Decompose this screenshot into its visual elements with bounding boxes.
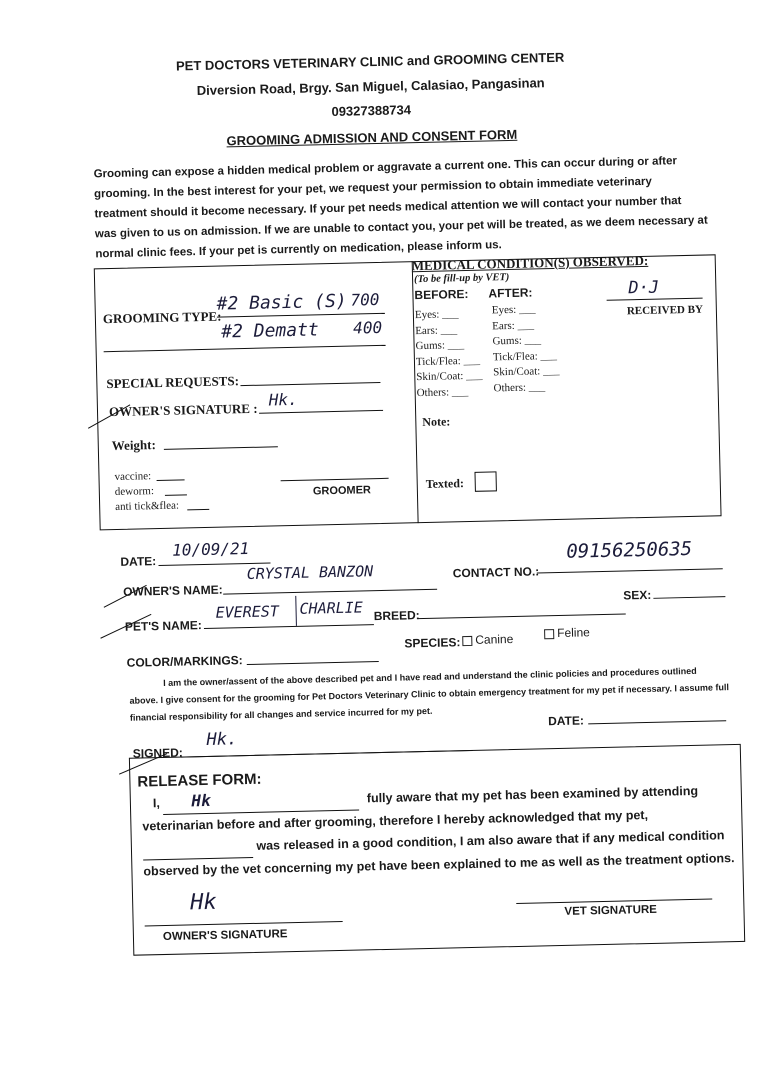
- contact-value[interactable]: 09156250635: [566, 537, 693, 563]
- release-owner-signature-label: OWNER'S SIGNATURE: [162, 928, 288, 944]
- grooming-type-value-2[interactable]: #2 Dematt: [221, 319, 320, 343]
- grooming-box: [94, 254, 722, 530]
- feline-checkbox[interactable]: [544, 629, 554, 639]
- after-item-gums: Gums: ___: [492, 334, 542, 348]
- before-item-tick-flea: Tick/Flea: ___: [415, 354, 481, 368]
- texted-checkbox[interactable]: [474, 471, 496, 491]
- before-item-others: Others: ___: [416, 385, 469, 400]
- sex-label: SEX:: [623, 587, 652, 603]
- received-by-value[interactable]: D·J: [628, 277, 660, 299]
- before-list: [415, 307, 483, 402]
- consent-line: financial responsibility for all changes and service incurred for my pet.: [129, 705, 433, 723]
- consent-paragraph: [129, 662, 729, 727]
- intro-line: was given to us on admission. If we are unable to contact you, your pet will be treated, as we deem necessary at: [94, 214, 708, 241]
- species-option-canine[interactable]: Canine: [462, 632, 513, 647]
- pet-name-field: [204, 624, 374, 629]
- groomer-label: GROOMER: [312, 484, 372, 498]
- weight-label: Weight:: [111, 437, 157, 454]
- clinic-phone: 09327388734: [331, 102, 412, 119]
- vaccine-label: vaccine:: [114, 470, 152, 484]
- form-title: GROOMING ADMISSION AND CONSENT FORM: [226, 126, 518, 149]
- after-item-eyes: Eyes: ___: [491, 303, 536, 317]
- intro-line: normal clinic fees. If your pet is currently on medication, please inform us.: [95, 239, 502, 261]
- sex-field[interactable]: [653, 596, 725, 599]
- pet-name-value-2[interactable]: CHARLIE: [299, 598, 363, 618]
- grooming-price-2[interactable]: 400: [352, 317, 383, 338]
- deworm-label: deworm:: [114, 485, 155, 499]
- before-item-eyes: Eyes: ___: [414, 308, 459, 322]
- after-item-ears: Ears: ___: [492, 319, 535, 332]
- release-name-field[interactable]: Hk: [163, 787, 359, 815]
- texted-label: Texted:: [425, 476, 465, 491]
- before-label: BEFORE:: [414, 286, 469, 303]
- release-paragraph: [142, 778, 735, 882]
- intro-paragraph: [93, 151, 708, 265]
- clinic-address: Diversion Road, Brgy. San Miguel, Calasiao, Pangasinan: [196, 75, 545, 99]
- grooming-type-value-1[interactable]: #2 Basic (S): [216, 290, 347, 315]
- signed-label: SIGNED:: [132, 745, 183, 761]
- species-option-feline[interactable]: Feline: [544, 625, 590, 640]
- release-pet-field[interactable]: [143, 835, 253, 860]
- color-markings-label: COLOR/MARKINGS:: [126, 653, 243, 670]
- breed-label: BREED:: [373, 608, 420, 624]
- release-owner-signature-value[interactable]: Hk: [189, 889, 217, 916]
- before-item-ears: Ears: ___: [415, 323, 458, 337]
- contact-label: CONTACT NO.:: [452, 564, 540, 581]
- vet-signature-label: VET SIGNATURE: [564, 903, 658, 918]
- contact-field: [537, 568, 723, 573]
- owner-name-field: [223, 589, 437, 595]
- release-line-3: was released in a good condition, I am also aware that if any medical condition: [143, 824, 735, 860]
- consent-date-field[interactable]: [588, 720, 726, 724]
- release-line-2: veterinarian before and after grooming, therefore I hereby acknowledged that my pet,: [142, 807, 649, 834]
- after-list: [492, 302, 560, 397]
- before-item-skin-coat: Skin/Coat: ___: [416, 370, 483, 384]
- consent-date-label: DATE:: [547, 713, 585, 729]
- pet-name-value-1[interactable]: EVEREST: [215, 602, 280, 622]
- consent-line: I am the owner/assent of the above described pet and I have read and understand the clinic policies and procedures outlined: [163, 665, 697, 688]
- owner-name-label: OWNER'S NAME:: [122, 582, 223, 599]
- canine-checkbox[interactable]: [462, 636, 472, 646]
- grooming-type-label: GROOMING TYPE:: [102, 308, 222, 327]
- consent-line: above. I give consent for the grooming for Pet Doctors Veterinary Clinic to obtain emergency treatment for my pet if necessary. I assume full: [129, 682, 730, 706]
- after-label: AFTER:: [488, 285, 533, 301]
- pet-name-label: PET'S NAME:: [124, 618, 202, 634]
- breed-field[interactable]: [418, 613, 626, 619]
- received-by-label: RECEIVED BY: [626, 303, 704, 318]
- after-item-skin-coat: Skin/Coat: ___: [493, 365, 560, 379]
- release-title: RELEASE FORM:: [137, 770, 262, 791]
- clinic-name: PET DOCTORS VETERINARY CLINIC and GROOMING CENTER: [175, 49, 565, 74]
- date-label: DATE:: [120, 554, 157, 569]
- intro-line: Grooming can expose a hidden medical problem or aggravate a current one. This can occur during or after: [93, 155, 678, 181]
- intro-line: treatment should it become necessary. If your pet needs medical attention we will contact your number that: [94, 195, 682, 221]
- intro-line: grooming. In the best interest for your pet, we request your permission to obtain immediate veterinary: [93, 175, 652, 201]
- after-item-tick-flea: Tick/Flea: ___: [492, 349, 558, 364]
- medical-title: MEDICAL CONDITION(S) OBSERVED:: [411, 252, 649, 274]
- medical-subtitle: (To be fill-up by VET): [413, 271, 510, 286]
- signed-value[interactable]: Hk.: [206, 729, 238, 750]
- date-value[interactable]: 10/09/21: [171, 538, 250, 560]
- owner-signature-value[interactable]: Hk.: [268, 389, 298, 410]
- color-markings-field[interactable]: [247, 661, 379, 665]
- release-line-4: observed by the vet concerning my pet have been explained to me as well as the treatment options.: [143, 851, 735, 879]
- anti-tick-label: anti tick&flea:: [115, 499, 180, 513]
- before-item-gums: Gums: ___: [415, 339, 465, 353]
- grooming-price-1[interactable]: 700: [350, 289, 380, 310]
- owner-signature-label: OWNER'S SIGNATURE :: [108, 400, 258, 420]
- owner-name-value[interactable]: CRYSTAL BANZON: [246, 562, 374, 584]
- species-label: SPECIES:: [404, 635, 461, 651]
- note-label: Note:: [422, 414, 451, 430]
- release-line-1: I, Hk fully aware that my pet has been examined by attending: [142, 778, 734, 815]
- special-requests-label: SPECIAL REQUESTS:: [106, 373, 240, 392]
- pet-name-separator: [295, 596, 297, 626]
- after-item-others: Others: ___: [493, 381, 546, 395]
